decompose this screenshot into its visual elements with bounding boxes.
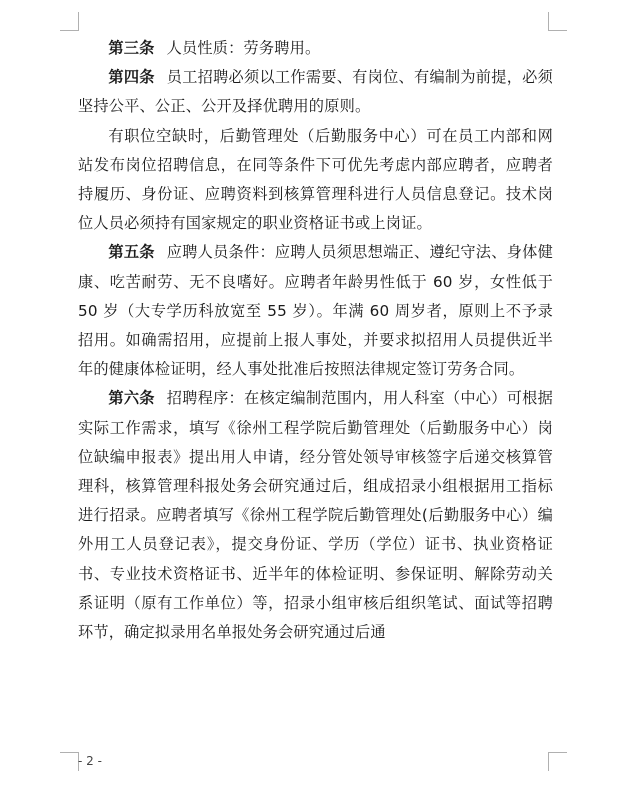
vacancy-paragraph	[78, 122, 553, 239]
article-3-paragraph	[78, 34, 553, 63]
article-4-paragraph	[78, 63, 553, 121]
vacancy-text: 有职位空缺时，后勤管理处（后勤服务中心）可在员工内部和网站发布岗位招聘信息，在同等条件下可优先考虑内部应聘者，应聘者持履历、身份证、应聘资料到核算管理科进行人员信息登记。技术岗位人员必须持有国家规定的职业资格证书或上岗证。	[78, 126, 553, 233]
article-4-text: 员工招聘必须以工作需要、有岗位、有编制为前提，必须坚持公平、公正、公开及择优聘用的原则。	[78, 68, 553, 116]
article-4-heading: 第四条	[108, 68, 155, 87]
article-3-heading: 第三条	[108, 39, 155, 57]
article-6-heading: 第六条	[108, 389, 155, 408]
article-6-paragraph	[78, 384, 553, 647]
crop-mark-top-right	[548, 12, 567, 31]
page-number: - 2 -	[78, 754, 102, 768]
article-5-paragraph	[78, 238, 553, 384]
crop-mark-bottom-left	[60, 752, 79, 771]
article-5-text: 应聘人员条件：应聘人员须思想端正、遵纪守法、身体健康、吃苦耐劳、无不良嗜好。应聘者年龄男性低于 60 岁，女性低于 50 岁（大专学历科放宽至 55 岁）。年满 60 周岁者，原则上不予录招用。如确需招用，应提前上报人事处，并要求拟招用人员提供近半年的健康体检证明，经人事处批准后按照法律规定签订劳务合同。	[78, 243, 553, 379]
crop-mark-bottom-right	[548, 752, 567, 771]
article-6-text: 招聘程序：在核定编制范围内，用人科室（中心）可根据实际工作需求，填写《徐州工程学院后勤管理处（后勤服务中心）岗位缺编申报表》提出用人申请，经分管处领导审核签字后递交核算管理科，核算管理科报处务会研究通过后，组成招录小组根据用工指标进行招录。应聘者填写《徐州工程学院后勤管理处(后勤服务中心）编外用工人员登记表》，提交身份证、学历（学位）证书、执业资格证书、专业技术资格证书、近半年的体检证明、参保证明、解除劳动关系证明（原有工作单位）等，招录小组审核后组织笔试、面试等招聘环节，确定拟录用名单报处务会研究通过后通	[78, 389, 553, 642]
crop-mark-top-left	[60, 12, 79, 31]
article-3-text: 人员性质：劳务聘用。	[166, 39, 321, 57]
document-body	[78, 34, 553, 647]
article-5-heading: 第五条	[108, 243, 155, 262]
